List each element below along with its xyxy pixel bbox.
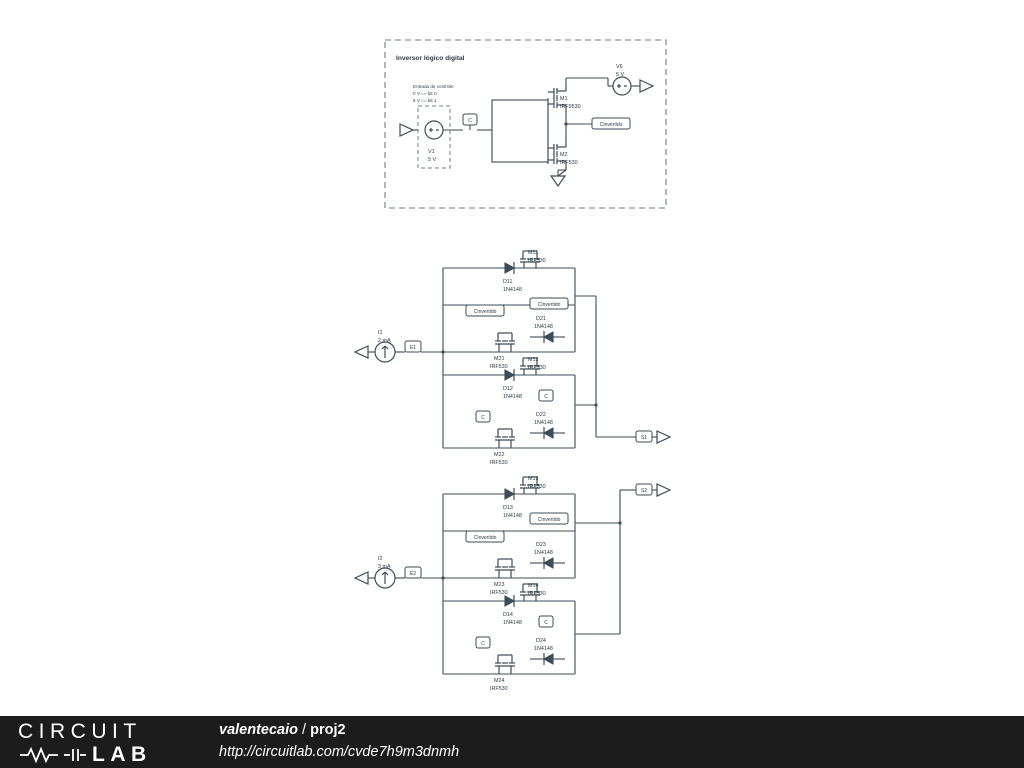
v1-value: 5 V — [428, 157, 437, 163]
m11-model: IRF530 — [528, 258, 546, 264]
project-url[interactable]: http://circuitlab.com/cvde7h9m3dnmh — [219, 744, 460, 760]
footer-title-line — [219, 721, 459, 741]
m2-name: M2 — [560, 152, 568, 158]
m22-model: IRF530 — [490, 460, 508, 466]
m12-model: IRF530 — [528, 365, 546, 371]
port-c-label: C — [468, 118, 472, 124]
port-cinvertido-label: CInvertido — [599, 122, 623, 128]
diode-d13[interactable] — [497, 488, 522, 519]
diode-d21[interactable] — [530, 316, 565, 343]
port-e2-label: E2 — [409, 571, 417, 577]
d21-model: 1N4148 — [534, 324, 553, 330]
i1-name: I1 — [378, 330, 383, 336]
node-dot-s1 — [594, 403, 597, 406]
top-block-title: Inversor lógico digital — [396, 55, 465, 62]
logo-word-lab: LAB — [92, 743, 152, 766]
m24-name: M24 — [494, 678, 505, 684]
note-line-3: 5 V == bit 1 — [413, 98, 437, 103]
v1-name: V1 — [428, 149, 435, 155]
d11-name: D11 — [503, 279, 513, 285]
d13-name: D13 — [503, 505, 513, 511]
m23-model: IRF530 — [490, 590, 508, 596]
diode-d22[interactable] — [530, 412, 565, 439]
mosfet-m2[interactable] — [548, 136, 578, 170]
voltage-source-v1[interactable] — [425, 121, 443, 163]
diode-d24[interactable] — [530, 638, 565, 665]
output-port-s1[interactable] — [636, 431, 670, 443]
note-line-1: Entrada de controle: — [413, 84, 455, 89]
v6-name: V6 — [616, 64, 623, 70]
cell2-gate-label-bottom: C — [481, 415, 485, 421]
inverter-body — [492, 100, 548, 162]
cell1-gate-label-bottom: CInvertido — [473, 309, 497, 315]
mosfet-m14[interactable] — [520, 583, 546, 601]
ground-symbol-top-block — [551, 170, 566, 186]
output-bus-group — [575, 296, 636, 634]
m23-name: M23 — [494, 582, 505, 588]
m14-model: IRF530 — [528, 591, 546, 597]
cell3-gate-label-bottom: CInvertido — [473, 535, 497, 541]
m1-name: M1 — [560, 96, 568, 102]
footer-meta — [195, 721, 459, 762]
cell4-gate-label-top: C — [544, 620, 548, 626]
logo-word-circuit: CIRCUIT — [18, 720, 142, 743]
m14-name: M14 — [528, 583, 539, 589]
d11-model: 1N4148 — [503, 287, 522, 293]
d14-model: 1N4148 — [503, 620, 522, 626]
cell2-gate-label-top: C — [544, 394, 548, 400]
d12-model: 1N4148 — [503, 394, 522, 400]
mosfet-m1[interactable] — [548, 84, 581, 112]
footer-separator: / — [298, 722, 311, 739]
d12-name: D12 — [503, 386, 513, 392]
port-s2-label: S2 — [640, 488, 648, 494]
i1-value: 2 mA — [378, 338, 391, 344]
m1-model: IRF9530 — [560, 104, 581, 110]
d22-model: 1N4148 — [534, 420, 553, 426]
cell-3-group[interactable] — [443, 476, 575, 596]
d14-name: D14 — [503, 612, 513, 618]
mosfet-m13[interactable] — [520, 476, 546, 494]
m13-model: IRF530 — [528, 484, 546, 490]
cell4-gate-label-bottom: C — [481, 641, 485, 647]
m2-model: IRF530 — [560, 160, 578, 166]
m22-name: M22 — [494, 452, 505, 458]
diode-d11[interactable] — [497, 262, 522, 293]
m21-model: IRF530 — [490, 364, 508, 370]
m12-name: M12 — [528, 357, 539, 363]
diode-d14[interactable] — [497, 595, 522, 626]
cell3-gate-label-top: CInvertido — [537, 517, 561, 523]
current-source-i2[interactable] — [355, 556, 443, 588]
cell-1-group[interactable] — [443, 250, 575, 370]
d21-name: D21 — [536, 316, 546, 322]
cell-4-group[interactable] — [443, 583, 575, 692]
d24-name: D24 — [536, 638, 546, 644]
diode-d23[interactable] — [530, 542, 565, 569]
node-dot-s2 — [618, 521, 621, 524]
diode-d12[interactable] — [497, 369, 522, 400]
port-e1-label: E1 — [409, 345, 417, 351]
d22-name: D22 — [536, 412, 546, 418]
m13-name: M13 — [528, 476, 539, 482]
voltage-source-v6[interactable] — [608, 64, 653, 95]
footer-bar — [0, 716, 1024, 768]
project-name: proj2 — [310, 722, 346, 739]
m11-name: M11 — [528, 250, 539, 256]
port-s1-label: S1 — [640, 435, 648, 441]
i2-name: I2 — [378, 556, 383, 562]
m21-name: M21 — [494, 356, 505, 362]
author-name: valentecaio — [219, 722, 298, 739]
top-block-group[interactable] — [385, 40, 666, 208]
d23-name: D23 — [536, 542, 546, 548]
d13-model: 1N4148 — [503, 513, 522, 519]
i2-value: 3 mA — [378, 564, 391, 570]
left-terminal-arrow — [400, 124, 418, 136]
output-port-s2[interactable] — [636, 484, 670, 496]
cell-2-group[interactable] — [443, 357, 575, 466]
v6-value: 5 V — [616, 72, 625, 78]
mosfet-m12[interactable] — [520, 357, 546, 375]
d23-model: 1N4148 — [534, 550, 553, 556]
cell1-gate-label-top: CInvertido — [537, 302, 561, 308]
circuitlab-logo[interactable] — [0, 716, 195, 768]
mosfet-m11[interactable] — [520, 250, 546, 268]
m24-model: IRF530 — [490, 686, 508, 692]
note-line-2: 0 V == bit 0 — [413, 91, 437, 96]
main-circuit-group[interactable] — [355, 250, 670, 692]
resistor-icon — [18, 743, 88, 763]
d24-model: 1N4148 — [534, 646, 553, 652]
current-source-i1[interactable] — [355, 330, 443, 362]
